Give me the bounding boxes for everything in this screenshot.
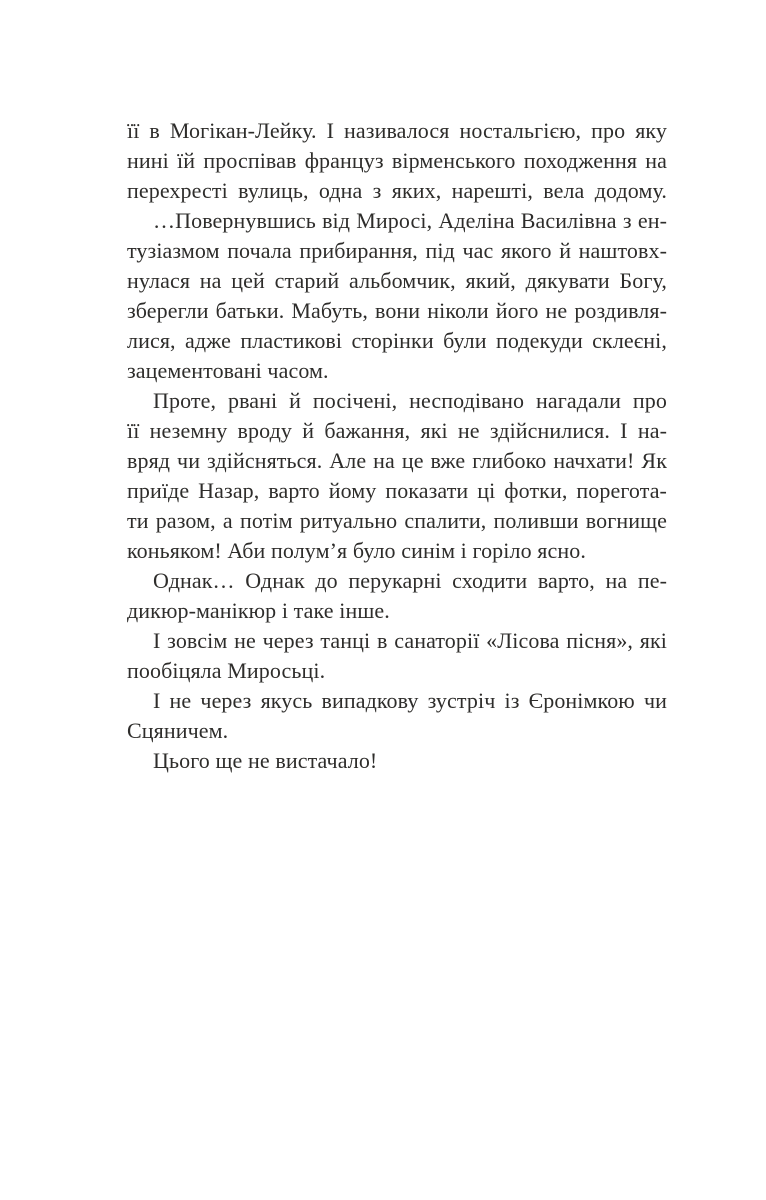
text-line: Однак… Однак до перукарні сходити варто, на пе- xyxy=(153,568,667,593)
paragraph xyxy=(127,386,667,566)
text-line: І не через якусь випадкову зустріч із Єронімкою чи xyxy=(153,688,667,713)
text-line: дикюр-манікюр і таке інше. xyxy=(127,598,390,623)
text-line: перехресті вулиць, одна з яких, нарешті, вела додому. xyxy=(127,178,667,203)
page-text-block xyxy=(127,116,667,776)
text-line: Проте, рвані й посічені, несподівано нагадали про xyxy=(153,388,667,413)
text-line: її неземну вроду й бажання, які не здійснилися. І на- xyxy=(127,418,667,443)
paragraph xyxy=(127,746,667,776)
text-line: нулася на цей старий альбомчик, який, дякувати Богу, xyxy=(127,268,667,293)
text-line: Цього ще не вистачало! xyxy=(153,748,378,773)
text-line: ти разом, а потім ритуально спалити, поливши вогнище xyxy=(127,508,667,533)
paragraph xyxy=(127,116,667,206)
text-line: її в Могікан-Лейку. І називалося ностальгією, про яку xyxy=(127,118,667,143)
paragraph xyxy=(127,566,667,626)
text-line: лися, адже пластикові сторінки були подекуди склеєні, xyxy=(127,328,667,353)
paragraph xyxy=(127,626,667,686)
text-line: пообіцяла Миросьці. xyxy=(127,658,326,683)
text-line: приїде Назар, варто йому показати ці фотки, порегота- xyxy=(127,478,667,503)
text-line: …Повернувшись від Миросі, Аделіна Василівна з ен- xyxy=(153,208,667,233)
text-line: зацементовані часом. xyxy=(127,358,329,383)
text-line: коньяком! Аби полум’я було синім і горіло ясно. xyxy=(127,538,586,563)
text-line: нині їй проспівав француз вірменського походження на xyxy=(127,148,667,173)
text-line: Сцяничем. xyxy=(127,718,229,743)
text-line: вряд чи здійсняться. Але на це вже глибоко начхати! Як xyxy=(127,448,667,473)
paragraph xyxy=(127,686,667,746)
paragraph xyxy=(127,206,667,386)
text-line: тузіазмом почала прибирання, під час якого й наштовх- xyxy=(127,238,667,263)
text-line: зберегли батьки. Мабуть, вони ніколи його не роздивля- xyxy=(127,298,667,323)
text-line: І зовсім не через танці в санаторії «Лісова пісня», які xyxy=(153,628,667,653)
